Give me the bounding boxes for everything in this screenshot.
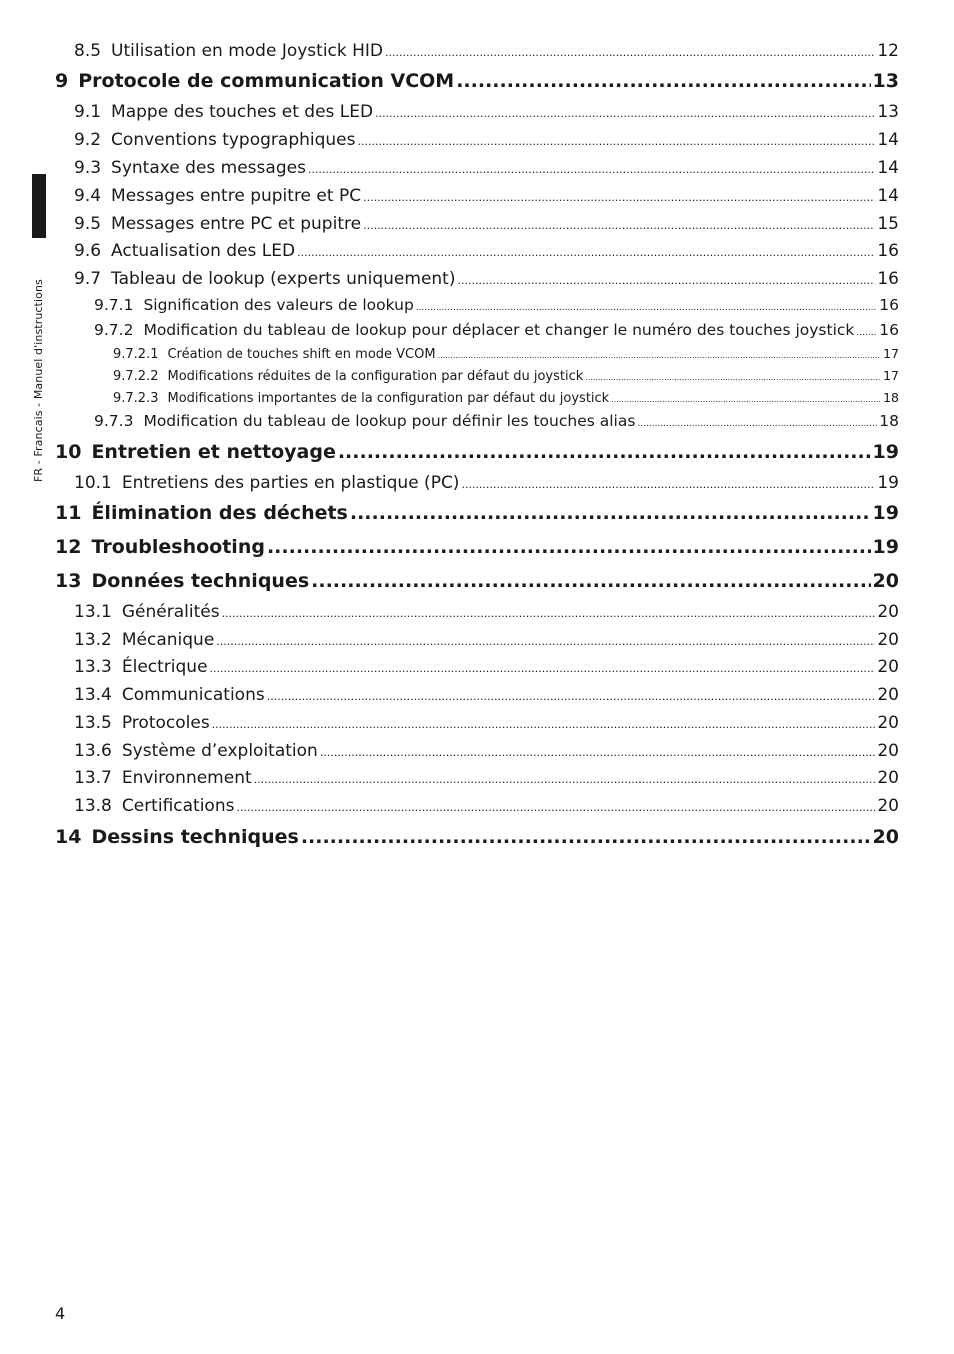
toc-entry-number: 14 [55,826,82,848]
toc-entry-page: 18 [883,390,899,405]
toc-entry-page: 20 [877,768,899,788]
toc-entry-number: 12 [55,536,82,558]
toc-entry-page: 17 [883,346,899,361]
toc-entry-title: Certifications [121,796,235,816]
toc-dot-leader [585,373,881,382]
toc-dot-leader [297,246,875,259]
toc-entry-page: 12 [877,41,899,61]
toc-entry[interactable] [74,269,899,289]
toc-entry-number: 13.7 [74,768,112,788]
toc-entry-title: Syntaxe des messages [111,158,306,178]
toc-entry[interactable] [74,741,899,761]
toc-entry-title: Données techniques [91,570,310,592]
toc-entry-page: 20 [877,741,899,761]
toc-entry[interactable] [74,685,899,705]
toc-entry-title: Signification des valeurs de lookup [143,296,414,314]
toc-dot-leader [301,826,871,848]
toc-entry-number: 10.1 [74,473,112,493]
toc-entry[interactable] [74,657,899,677]
toc-entry-title: Utilisation en mode Joystick HID [111,41,384,61]
toc-entry-page: 20 [877,713,899,733]
toc-entry[interactable] [55,536,899,558]
toc-entry-number: 9.7.2.1 [113,347,159,362]
toc-entry[interactable] [74,130,899,150]
toc-dot-leader [461,478,875,491]
toc-entry[interactable] [74,768,899,788]
toc-entry-number: 9.7.2.2 [113,369,159,384]
toc-dot-leader [363,191,875,204]
side-tab-marker [32,174,46,238]
toc-entry[interactable] [94,296,899,314]
toc-dot-leader [338,441,871,463]
toc-dot-leader [416,303,877,313]
toc-entry-number: 11 [55,502,82,524]
toc-entry[interactable] [55,70,899,92]
toc-entry-page: 15 [877,214,899,234]
toc-entry-page: 14 [877,186,899,206]
toc-entry-number: 9.7.2.3 [113,391,159,406]
toc-dot-leader [438,351,882,360]
toc-entry-page: 20 [877,685,899,705]
toc-dot-leader [267,690,876,703]
toc-entry-page: 17 [883,368,899,383]
toc-entry-title: Conventions typographiques [111,130,356,150]
toc-entry-title: Modifications réduites de la configuration par défaut du joystick [167,369,584,384]
toc-entry-title: Actualisation des LED [111,241,296,261]
toc-entry-number: 13 [55,570,82,592]
toc-entry-page: 19 [872,502,899,524]
toc-entry-page: 20 [877,602,899,622]
toc-entry-number: 10 [55,441,82,463]
toc-entry-page: 14 [877,158,899,178]
toc-dot-leader [637,419,877,429]
toc-entry-title: Tableau de lookup (experts uniquement) [111,269,456,289]
toc-entry-title: Modification du tableau de lookup pour définir les touches alias [143,412,636,430]
toc-entry-title: Dessins techniques [91,826,299,848]
toc-entry-page: 16 [879,321,899,339]
toc-entry[interactable] [113,368,899,384]
toc-entry-title: Mécanique [121,630,215,650]
toc-entry-page: 16 [877,269,899,289]
toc-entry-number: 13.3 [74,657,112,677]
toc-entry-title: Environnement [121,768,252,788]
toc-dot-leader [611,395,881,404]
toc-entry[interactable] [74,41,899,61]
toc-dot-leader [856,328,877,338]
toc-entry-title: Messages entre PC et pupitre [111,214,362,234]
toc-entry-title: Messages entre pupitre et PC [111,186,362,206]
toc-entry-page: 20 [872,570,899,592]
toc-entry-page: 16 [879,296,899,314]
toc-entry-number: 9.7.3 [94,412,134,430]
toc-entry-number: 9.5 [74,214,102,234]
toc-dot-leader [456,70,870,92]
toc-entry-title: Protocole de communication VCOM [78,70,455,92]
toc-entry-page: 20 [872,826,899,848]
toc-entry-page: 19 [877,473,899,493]
toc-entry[interactable] [94,321,899,339]
toc-entry-page: 20 [877,796,899,816]
toc-entry-title: Généralités [121,602,220,622]
toc-dot-leader [311,570,870,592]
toc-entry[interactable] [55,570,899,592]
toc-dot-leader [375,107,875,120]
toc-dot-leader [267,536,871,558]
toc-entry-number: 9 [55,70,69,92]
toc-dot-leader [210,662,876,675]
toc-entry-number: 13.4 [74,685,112,705]
toc-entry[interactable] [94,412,899,430]
toc-entry[interactable] [55,502,899,524]
toc-dot-leader [308,163,875,176]
toc-entry[interactable] [74,630,899,650]
toc-entry-title: Troubleshooting [91,536,265,558]
toc-entry[interactable] [74,102,899,122]
toc-dot-leader [254,773,876,786]
toc-dot-leader [363,219,875,232]
toc-entry-number: 13.1 [74,602,112,622]
toc-entry-page: 20 [877,630,899,650]
toc-entry-number: 9.6 [74,241,102,261]
toc-entry-title: Modifications importantes de la configuration par défaut du joystick [167,391,610,406]
toc-entry[interactable] [55,826,899,848]
toc-entry-page: 18 [879,412,899,430]
toc-entry-number: 13.8 [74,796,112,816]
toc-entry-page: 14 [877,130,899,150]
toc-entry-page: 13 [877,102,899,122]
toc-entry-title: Système d’exploitation [121,741,318,761]
toc-entry-title: Mappe des touches et des LED [111,102,374,122]
toc-dot-leader [385,46,875,59]
toc-entry-title: Électrique [121,657,208,677]
toc-entry-number: 9.4 [74,186,102,206]
toc-entry-page: 19 [872,536,899,558]
toc-entry[interactable] [74,602,899,622]
toc-entry[interactable] [113,346,899,362]
toc-entry-page: 16 [877,241,899,261]
toc-entry-number: 9.2 [74,130,102,150]
toc-entry-page: 20 [877,657,899,677]
toc-entry-number: 9.7.2 [94,321,134,339]
toc-entry-title: Modification du tableau de lookup pour déplacer et changer le numéro des touches joystick [143,321,855,339]
toc-dot-leader [320,746,876,759]
toc-entry[interactable] [55,441,899,463]
toc-entry-title: Entretiens des parties en plastique (PC) [121,473,460,493]
toc-dot-leader [350,502,871,524]
toc-entry-title: Création de touches shift en mode VCOM [167,347,436,362]
toc-entry-number: 13.6 [74,741,112,761]
toc-entry[interactable] [74,796,899,816]
toc-entry-number: 8.5 [74,41,102,61]
toc-entry-title: Protocoles [121,713,210,733]
toc-entry[interactable] [74,713,899,733]
side-language-label: FR - Francais - Manuel d'instructions [32,279,45,482]
page-number: 4 [55,1304,66,1323]
toc-entry[interactable] [74,241,899,261]
toc-dot-leader [236,801,875,814]
toc-entry-number: 9.7 [74,269,102,289]
toc-entry-number: 13.5 [74,713,112,733]
toc-entry-number: 13.2 [74,630,112,650]
toc-entry[interactable] [113,390,899,406]
toc-dot-leader [212,718,876,731]
toc-entry-page: 19 [872,441,899,463]
toc-entry[interactable] [74,158,899,178]
toc-entry[interactable] [74,473,899,493]
toc-entry-number: 9.7.1 [94,296,134,314]
toc-entry[interactable] [74,214,899,234]
toc-entry-number: 9.1 [74,102,102,122]
toc-entry-title: Communications [121,685,265,705]
toc-entry-number: 9.3 [74,158,102,178]
toc-entry-title: Élimination des déchets [91,502,348,524]
toc-dot-leader [216,635,875,648]
toc-dot-leader [222,607,876,620]
toc-dot-leader [358,135,876,148]
toc-entry-title: Entretien et nettoyage [91,441,336,463]
toc-entry[interactable] [74,186,899,206]
toc-entry-page: 13 [872,70,899,92]
toc-dot-leader [457,274,875,287]
